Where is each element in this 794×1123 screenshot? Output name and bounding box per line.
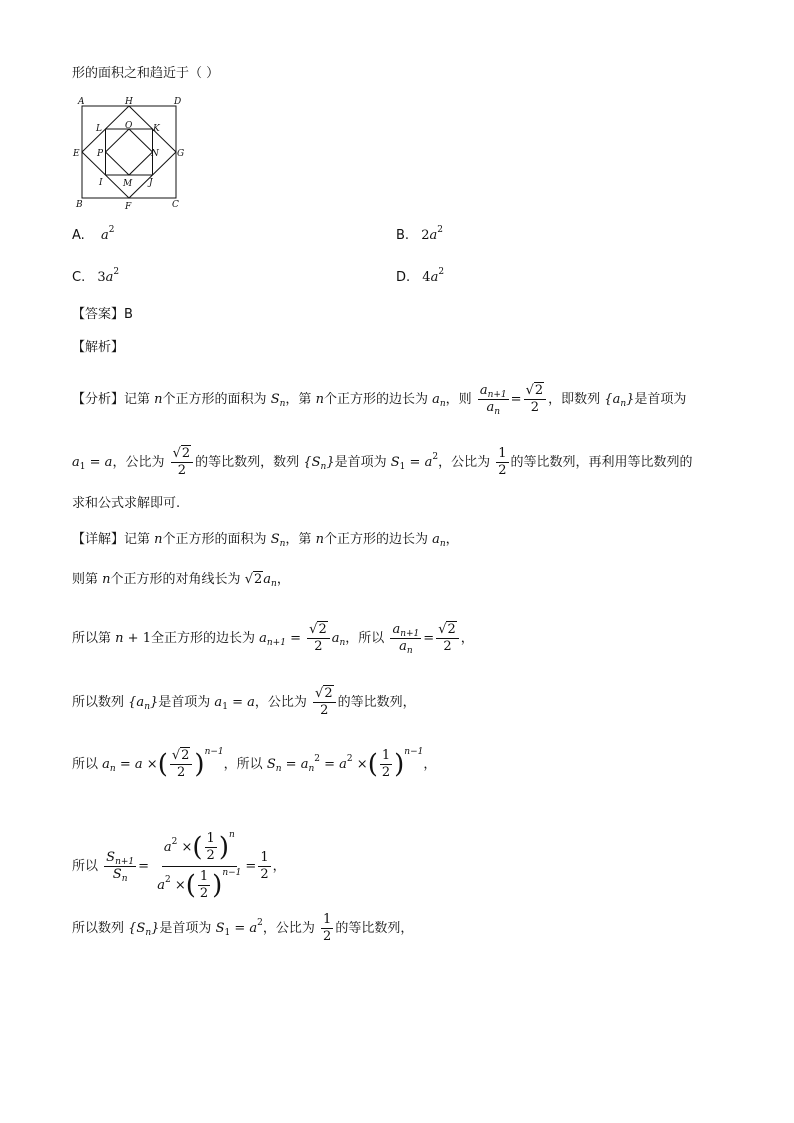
label-G: G [177, 149, 185, 159]
label-N: N [151, 149, 159, 159]
label-F: F [125, 202, 132, 212]
label-M: M [123, 179, 133, 189]
option-d[interactable]: D. $4a^2$ [396, 267, 445, 285]
label-D: D [174, 97, 182, 107]
label-E: E [73, 149, 80, 159]
detail-line-5: 所以 $a_n = a$ ×( $\frac{√2}{2}$ )$^{n-1}$，所以 $S_n = a_n^2 = a^2$ ×( $\frac{1}{2}$ )$^{n-1}$， [72, 747, 437, 780]
analysis-line-2: $a_1 = a$，公比为 $\frac{√2}{2}$ 的等比数列，数列 $\{S_n\}$是首项为 $S_1 = a^2$，公比为 $\frac{1}{2}$ 的等比数列，再利用等比数列的 [72, 446, 693, 478]
detail-line-2: 则第 n个正方形的对角线长为 $√2a_n$， [72, 572, 290, 589]
label-P: P [97, 149, 104, 159]
label-I: I [99, 178, 103, 188]
label-C: C [172, 200, 179, 210]
analysis-line-1: 【分析】记第 n个正方形的面积为 $S_n$，第 n个正方形的边长为 $a_n$，则 $\frac{a_{n+1}}{a_n}$ = $\frac{√2}{2}$ ，即数列 $\{a_n\}$是首项为 [72, 383, 687, 417]
analysis-heading: 【解析】 [72, 340, 125, 355]
option-c[interactable]: C. $3a^2$ [72, 267, 120, 285]
option-a[interactable]: A. $a^2$ [72, 225, 115, 243]
analysis-line-3: 求和公式求解即可. [72, 496, 181, 511]
label-B: B [76, 200, 83, 210]
label-H: H [125, 97, 133, 107]
label-A: A [78, 97, 85, 107]
label-L: L [96, 124, 102, 134]
option-b[interactable]: B. $2a^2$ [396, 225, 443, 243]
answer-line: 【答案】B [72, 307, 133, 322]
label-J: J [149, 178, 153, 188]
nested-squares-figure [68, 92, 198, 214]
label-K: K [153, 124, 160, 134]
label-O: O [125, 121, 133, 131]
detail-line-7: 所以数列 $\{S_n\}$是首项为 $S_1 = a^2$，公比为 $\frac{1}{2}$ 的等比数列， [72, 912, 414, 944]
detail-line-4: 所以数列 $\{a_n\}$是首项为 $a_1 = a$，公比为 $\frac{√2}{2}$ 的等比数列， [72, 686, 416, 718]
question-text: 形的面积之和趋近于（ ） [72, 66, 220, 81]
detail-line-1: 【详解】记第 n个正方形的面积为 $S_n$，第 n个正方形的边长为 $a_n$， [72, 532, 459, 549]
answer-value: B [124, 307, 133, 322]
detail-line-6: 所以 $\frac{S_{n+1}}{S_n}$ = $a^2$ ×( $\frac{1}{2}$ )$^n$ $a^2$ ×( $\frac{1}{2}$ )$^{n-1}$ = $\frac{1}{2}$ ， [72, 830, 286, 901]
detail-line-3: 所以第 n + 1全正方形的边长为 $a_{n+1}$ = $\frac{√2}{2}$ $a_n$，所以 $\frac{a_{n+1}}{a_n}$ = $\frac{√2}{2}$ ， [72, 622, 474, 656]
